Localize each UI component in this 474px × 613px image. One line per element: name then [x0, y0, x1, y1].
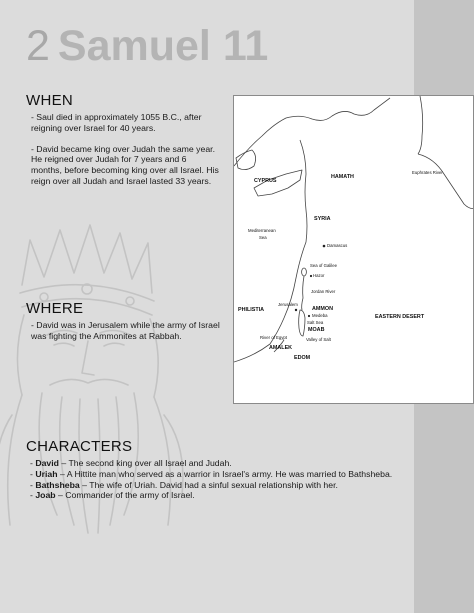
label-syria: SYRIA [314, 216, 331, 222]
label-damascus: Damascus [327, 243, 348, 248]
region-map [233, 95, 474, 404]
salt-sea [299, 310, 305, 336]
label-hazor: Hazor [313, 273, 325, 278]
label-river-egypt: River of Egypt [260, 335, 287, 340]
where-section [31, 320, 223, 352]
title-book-name: Samuel 11 [57, 22, 269, 70]
character-item: - Bathsheba – The wife of Uriah. David had a sinful sexual relationship with her. [30, 479, 338, 490]
label-cyprus: CYPRUS [254, 178, 277, 184]
where-item: - David was in Jerusalem while the army of Israel was fighting the Ammonites at Rabbah. [31, 320, 220, 341]
title-book-number: 2 [26, 22, 50, 70]
sea-of-galilee [302, 268, 307, 276]
label-euphrates: Euphrates River [412, 170, 443, 175]
north-coastline [234, 98, 390, 166]
character-name: David [35, 458, 59, 468]
euphrates-river [418, 154, 474, 209]
character-item: - Uriah – A Hittite man who served as a warrior in Israel's army. He was married to Bathsheba. [30, 468, 393, 479]
character-name: Bathsheba [35, 479, 80, 490]
when-item: - Saul died in approximately 1055 B.C., after reigning over Israel for 40 years. [31, 112, 202, 133]
label-amalek: AMALEK [269, 345, 293, 351]
euphrates-upper [418, 96, 423, 154]
jerusalem-dot [295, 309, 297, 311]
label-ammon: AMMON [312, 306, 333, 312]
label-mediterranean: Mediterranean [248, 228, 276, 233]
character-desc: – The wife of Uriah. David had a sinful sexual relationship with her. [79, 479, 338, 490]
label-medeba: Medeba [312, 313, 328, 318]
label-valley-salt: Valley of Salt [306, 337, 331, 342]
jordan-river [302, 276, 304, 310]
label-salt-sea: Salt Sea [307, 320, 324, 325]
label-edom: EDOM [294, 355, 311, 361]
label-sea: Sea [259, 235, 267, 240]
medeba-dot [308, 315, 310, 317]
where-heading: WHERE [26, 300, 84, 317]
when-item: - David became king over Judah the same year. He reigned over Judah for 7 years and 6 months, before becoming king over all Israel. His reign over all Judah and Israel lasted 33 years. [31, 143, 219, 186]
damascus-dot [323, 245, 326, 248]
page-title [26, 22, 268, 72]
character-desc: – The second king over all Israel and Judah. [58, 458, 232, 468]
characters-list [30, 458, 420, 501]
label-jordan: Jordan River [311, 289, 336, 294]
character-name: Uriah [35, 468, 58, 479]
when-section [31, 112, 219, 197]
character-item: - David – The second king over all Israel and Judah. [30, 458, 232, 468]
characters-heading: CHARACTERS [26, 438, 133, 455]
label-jerusalem: Jerusalem [278, 302, 298, 307]
when-heading: WHEN [26, 92, 74, 109]
label-philistia: PHILISTIA [238, 307, 265, 313]
character-item: - Joab – Commander of the army of Israel. [30, 490, 195, 501]
character-name: Joab [35, 490, 56, 501]
label-hamath: HAMATH [331, 174, 354, 180]
label-eastern-desert: EASTERN DESERT [375, 314, 425, 320]
east-coastline [234, 140, 307, 362]
character-desc: – A Hittite man who served as a warrior in Israel's army. He was married to Bathsheba. [57, 468, 393, 479]
character-desc: – Commander of the army of Israel. [55, 490, 195, 501]
map-outline [234, 96, 474, 404]
hazor-dot [310, 275, 312, 277]
label-moab: MOAB [308, 327, 325, 333]
label-galilee: Sea of Galilee [310, 263, 337, 268]
